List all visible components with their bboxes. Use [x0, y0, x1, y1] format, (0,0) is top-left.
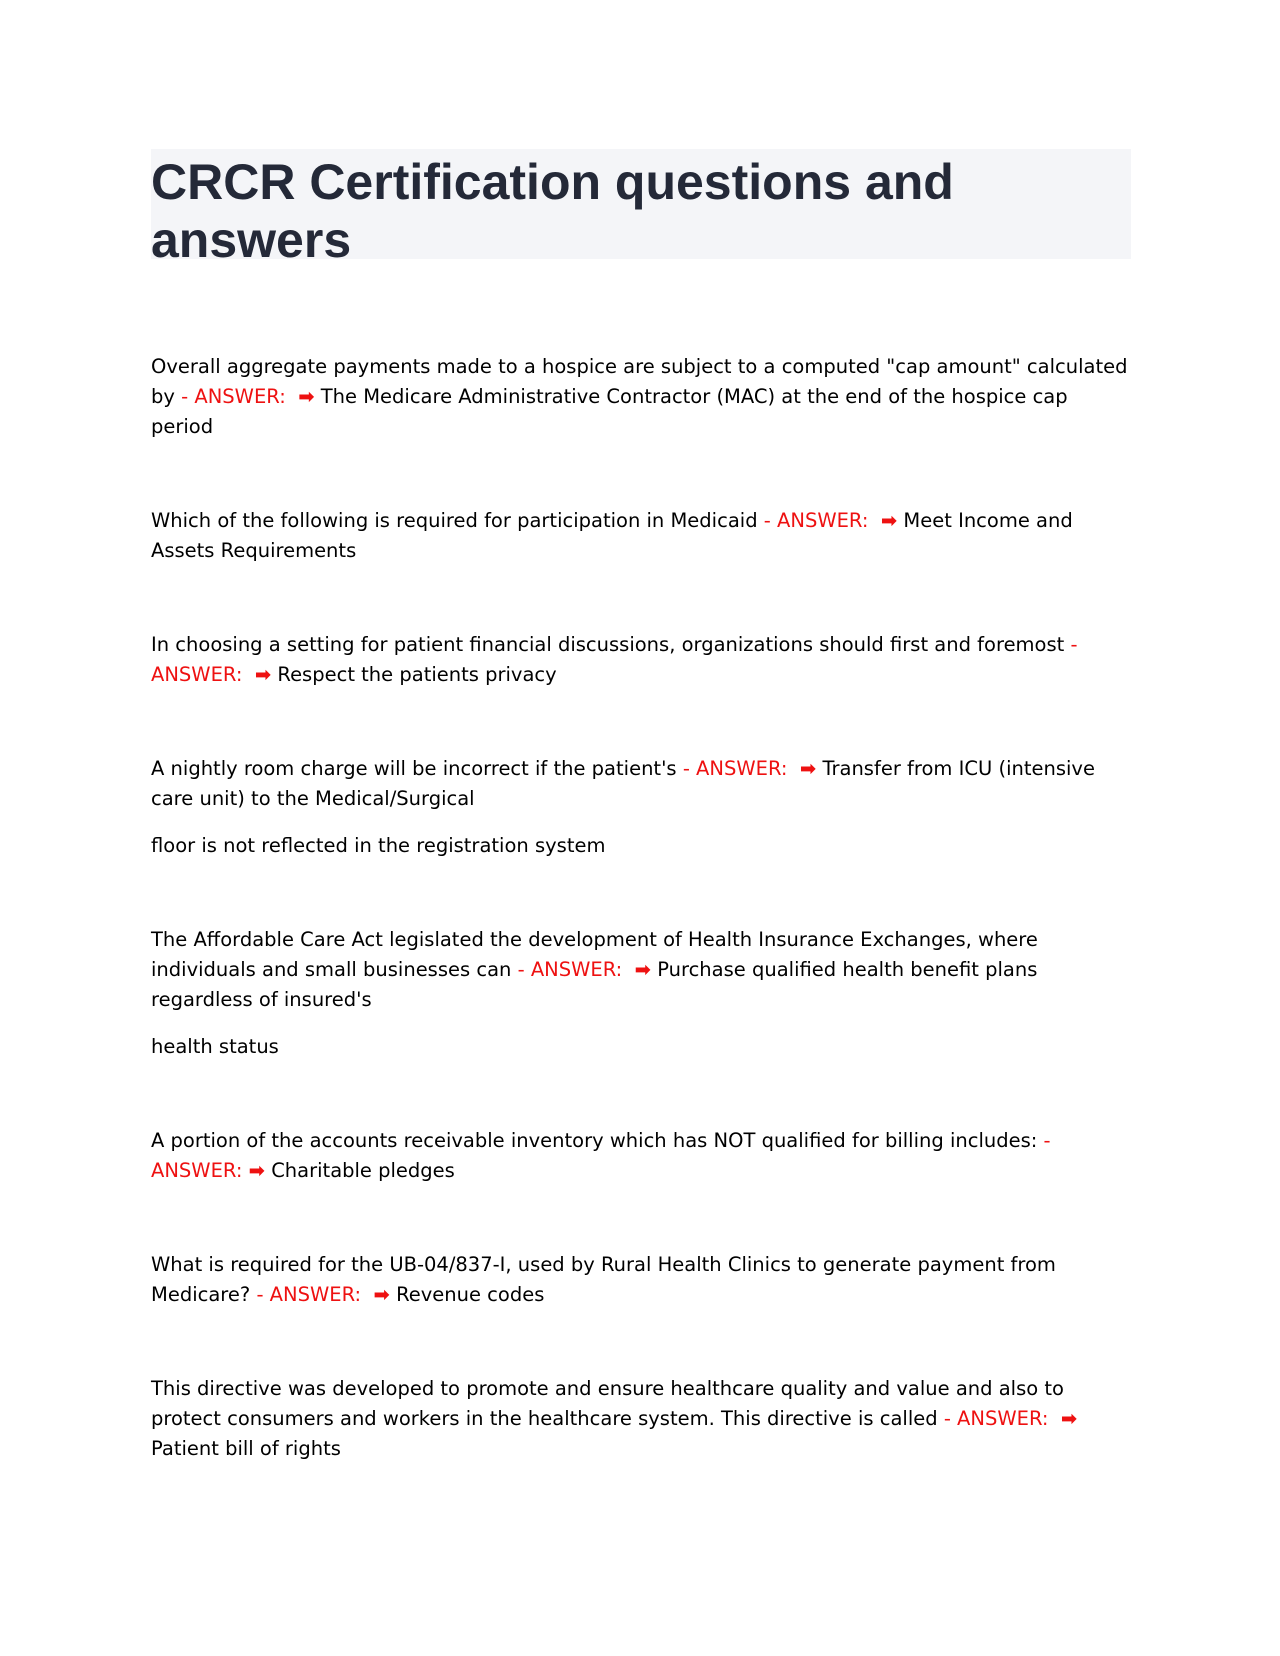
qa-line [151, 630, 1131, 690]
question-text: This directive was developed to promote and ensure healthcare quality and value and also to protect consumers and workers in the healthcare system. This directive is called [151, 1377, 1064, 1430]
arrow-right-icon: ➡ [634, 958, 652, 981]
question-text: Overall aggregate payments made to a hospice are subject to a computed "cap amount" calculated by [151, 355, 1128, 408]
qa-item [151, 754, 1131, 861]
qa-item [151, 630, 1131, 690]
answer-tag: - ANSWER: [517, 958, 623, 981]
answer-text: Patient bill of rights [151, 1437, 341, 1460]
title-block [151, 149, 1131, 268]
arrow-right-icon: ➡ [1060, 1407, 1078, 1430]
answer-tag: - ANSWER: [151, 1129, 1051, 1182]
document-page [151, 149, 1131, 1528]
qa-line [151, 925, 1131, 1015]
answer-text: Charitable pledges [271, 1159, 455, 1182]
question-text: The Affordable Care Act legislated the development of Health Insurance Exchanges, where individuals and small businesses can [151, 928, 1038, 981]
answer-tag: - ANSWER: [943, 1407, 1049, 1430]
answer-continuation: health status [151, 1035, 279, 1058]
answer-tag: - ANSWER: [256, 1283, 362, 1306]
answer-text: Purchase qualified health benefit plans regardless of insured's [151, 958, 1038, 1011]
qa-line [151, 1374, 1131, 1464]
qa-item [151, 1374, 1131, 1464]
answer-tag: - ANSWER: [682, 757, 788, 780]
answer-continuation: floor is not reflected in the registration system [151, 834, 606, 857]
arrow-right-icon: ➡ [254, 663, 272, 686]
answer-tag: - ANSWER: [763, 509, 869, 532]
arrow-right-icon: ➡ [248, 1159, 265, 1182]
answer-text: Meet Income and Assets Requirements [151, 509, 1073, 562]
question-text: What is required for the UB-04/837-I, used by Rural Health Clinics to generate payment from Medicare? [151, 1253, 1056, 1306]
qa-item [151, 925, 1131, 1062]
answer-text: Respect the patients privacy [277, 663, 557, 686]
qa-list [151, 352, 1131, 1464]
answer-tag: - ANSWER: [151, 633, 1078, 686]
qa-line [151, 1250, 1131, 1310]
arrow-right-icon: ➡ [799, 757, 817, 780]
answer-text: Revenue codes [396, 1283, 545, 1306]
answer-text: The Medicare Administrative Contractor (MAC) at the end of the hospice cap period [151, 385, 1068, 438]
question-text: A portion of the accounts receivable inventory which has NOT qualified for billing includes: [151, 1129, 1038, 1152]
arrow-right-icon: ➡ [298, 385, 315, 408]
answer-text: Transfer from ICU (intensive care unit) to the Medical/Surgical [151, 757, 1095, 810]
qa-item [151, 352, 1131, 442]
arrow-right-icon: ➡ [880, 509, 898, 532]
question-text: Which of the following is required for participation in Medicaid [151, 509, 758, 532]
question-text: A nightly room charge will be incorrect if the patient's [151, 757, 677, 780]
qa-line [151, 754, 1131, 814]
qa-line [151, 506, 1131, 566]
answer-tag: - ANSWER: [181, 385, 286, 408]
qa-item [151, 1250, 1131, 1310]
qa-line [151, 1126, 1131, 1186]
arrow-right-icon: ➡ [373, 1283, 390, 1306]
question-text: In choosing a setting for patient financial discussions, organizations should first and foremost [151, 633, 1065, 656]
qa-item [151, 1126, 1131, 1186]
qa-item [151, 506, 1131, 566]
document-title: CRCR Certification questions and answers [151, 154, 954, 268]
qa-line [151, 352, 1131, 442]
